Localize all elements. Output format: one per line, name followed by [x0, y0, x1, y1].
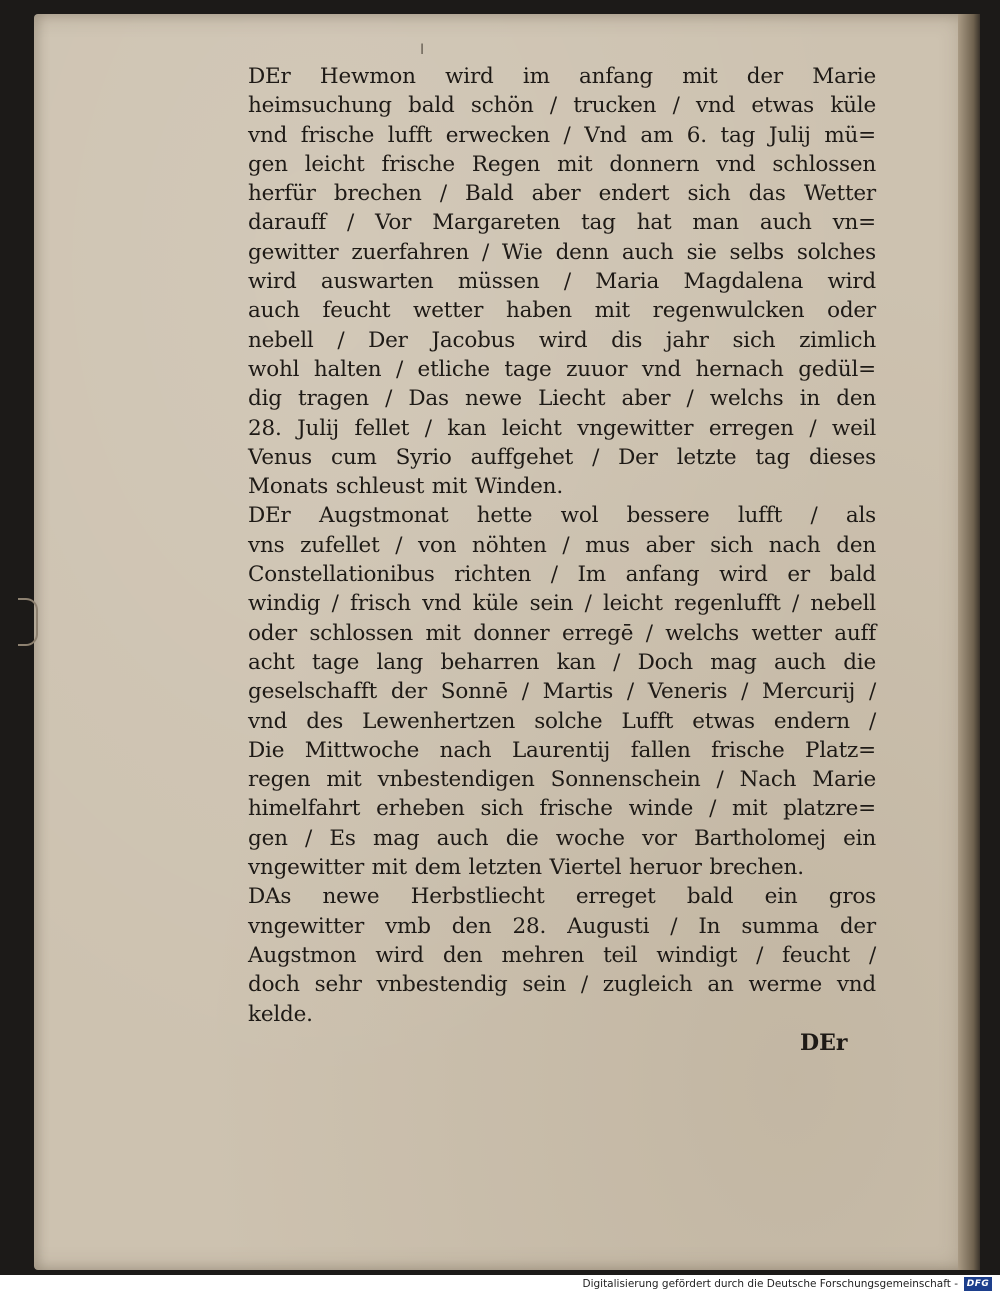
text-line: DEr Augstmonat hette wol bessere lufft / als	[248, 503, 876, 529]
paragraph-1	[248, 62, 876, 501]
text-line: gen leicht frische Regen mit donnern vnd schlossen	[248, 151, 876, 177]
dfg-logo: DFG	[964, 1277, 992, 1291]
text-line: nebell / Der Jacobus wird dis jahr sich zimlich	[248, 327, 876, 353]
text-line: vngewitter vmb den 28. Augusti / In summa der	[248, 913, 876, 939]
catchword: DEr	[800, 1030, 848, 1056]
text-line: Constellationibus richten / Im anfang wird er bald	[248, 562, 876, 588]
text-line: vnd des Lewenhertzen solche Lufft etwas endern /	[248, 708, 876, 734]
page-text	[248, 62, 876, 1029]
text-line: DEr Hewmon wird im anfang mit der Marie	[248, 64, 876, 89]
text-line: auch feucht wetter haben mit regenwulcken oder	[248, 298, 876, 324]
book-gutter	[958, 14, 980, 1270]
text-line: dig tragen / Das newe Liecht aber / welchs in den	[248, 386, 876, 412]
text-line: geselschafft der Sonnē / Martis / Veneris / Mercurij /	[248, 679, 876, 705]
text-line: vns zufellet / von nöhten / mus aber sich nach den	[248, 532, 876, 558]
paragraph-3	[248, 882, 876, 1028]
text-line: regen mit vnbestendigen Sonnenschein / Nach Marie	[248, 767, 876, 793]
text-line: Augstmon wird den mehren teil windigt / feucht /	[248, 942, 876, 968]
text-line: heimsuchung bald schön / trucken / vnd etwas küle	[248, 93, 876, 119]
text-line: kelde.	[248, 1001, 313, 1027]
text-line: oder schlossen mit donner erregē / welchs wetter auff	[248, 620, 876, 646]
text-line: vnd frische lufft erwecken / Vnd am 6. tag Julij mü=	[248, 122, 876, 148]
footer-bar	[0, 1275, 1000, 1295]
text-line: gewitter zuerfahren / Wie denn auch sie selbs solches	[248, 239, 876, 265]
footer-credit: Digitalisierung gefördert durch die Deutsche Forschungsgemeinschaft -	[582, 1278, 958, 1290]
text-line: DAs newe Herbstliecht erreget bald ein gros	[248, 884, 876, 910]
text-line: Monats schleust mit Winden.	[248, 474, 563, 500]
text-line: Venus cum Syrio auffgehet / Der letzte tag dieses	[248, 444, 876, 470]
text-line: gen / Es mag auch die woche vor Bartholomej ein	[248, 825, 876, 851]
text-line: himelfahrt erheben sich frische winde / mit platzre=	[248, 796, 876, 822]
text-line: wohl halten / etliche tage zuuor vnd hernach gedül=	[248, 356, 876, 382]
text-line: windig / frisch vnd küle sein / leicht regenlufft / nebell	[248, 591, 876, 617]
text-line: Die Mittwoche nach Laurentij fallen frische Platz=	[248, 737, 876, 763]
page-edge-clip	[18, 598, 38, 646]
text-line: vngewitter mit dem letzten Viertel heruor brechen.	[248, 855, 804, 881]
text-line: 28. Julij fellet / kan leicht vngewitter erregen / weil	[248, 415, 876, 441]
text-line: doch sehr vnbestendig sein / zugleich an werme vnd	[248, 972, 876, 998]
paragraph-2	[248, 501, 876, 882]
text-line: acht tage lang beharren kan / Doch mag auch die	[248, 649, 876, 675]
text-line: darauff / Vor Margareten tag hat man auch vn=	[248, 210, 876, 236]
signature-mark: ǀ	[420, 42, 425, 58]
text-line: herfür brechen / Bald aber endert sich das Wetter	[248, 181, 876, 207]
text-line: wird auswarten müssen / Maria Magdalena wird	[248, 269, 876, 295]
